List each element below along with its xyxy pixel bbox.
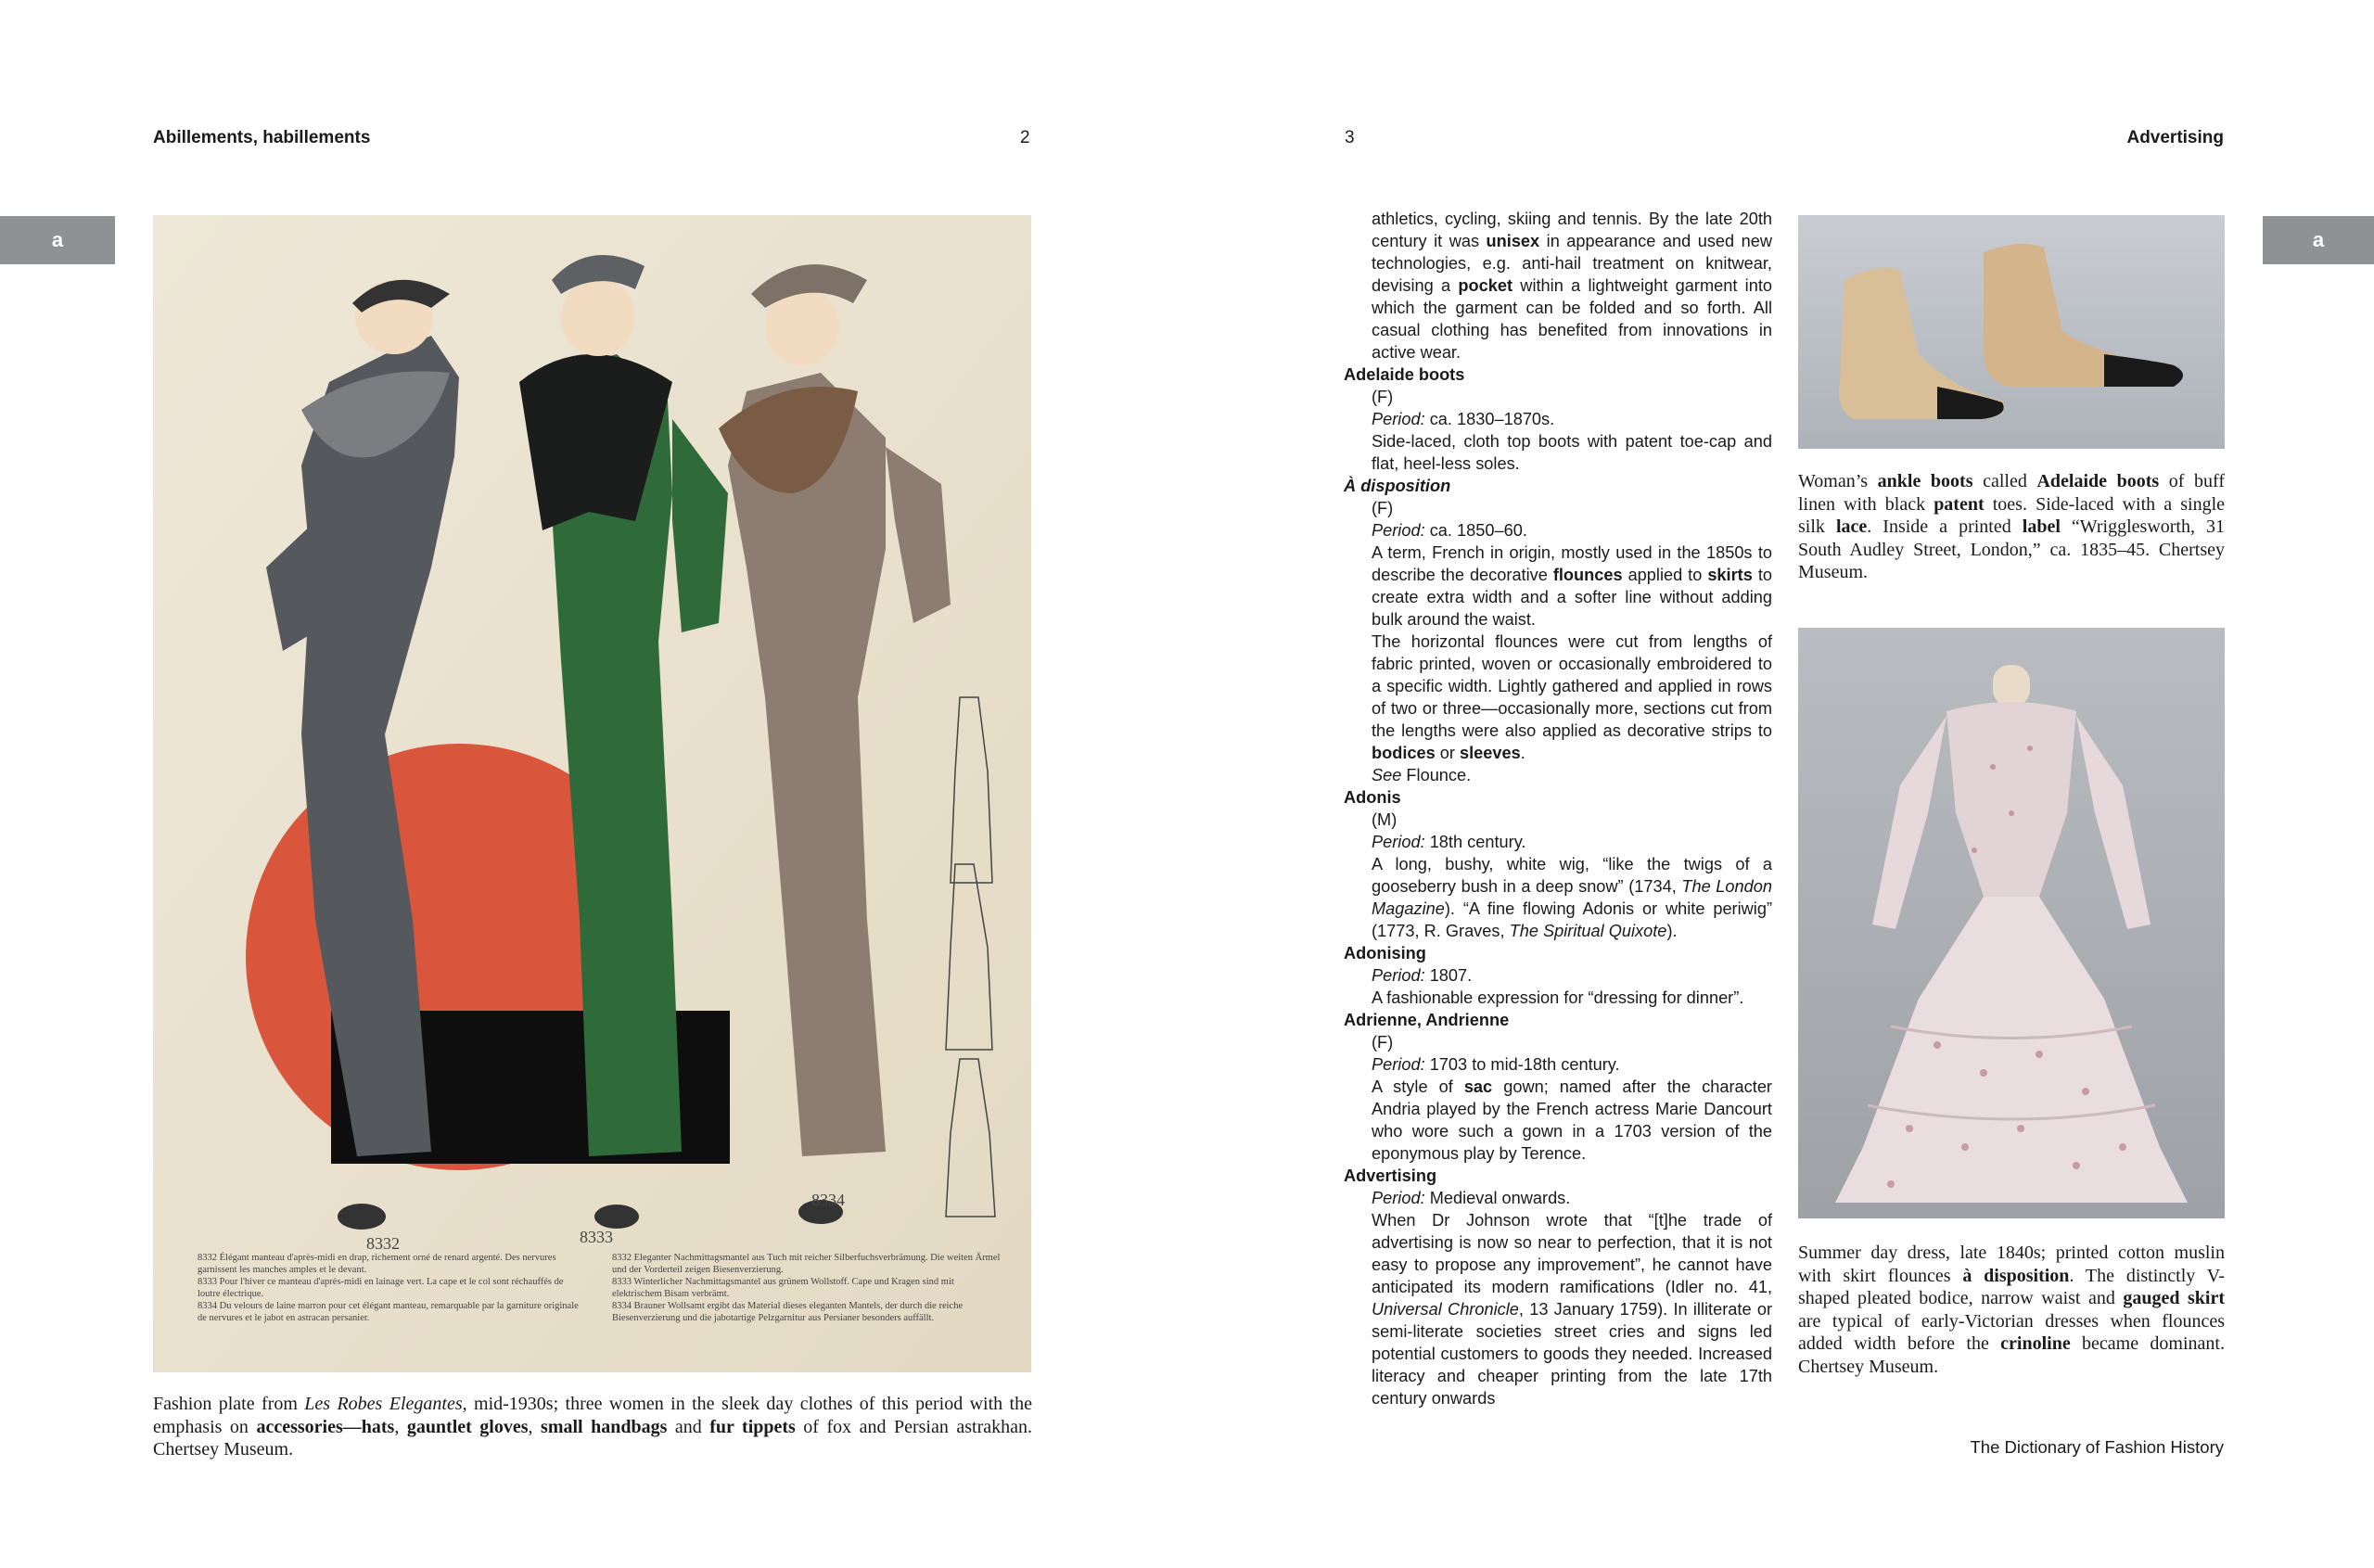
definition: A long, bushy, white wig, “like the twigs of a gooseberry bush in a deep snow” (1734, The London Magazine). “A fine flowing Adonis or white periwig” (1773, R. Graves, The Spiritual Quixote). [1372,855,1772,940]
boots-drawing [1798,215,2225,449]
fashion-plate-caption: Fashion plate from Les Robes Elegantes, mid-1930s; three women in the sleek day clothes of this period with the emphasis on accessories—hats, gauntlet gloves, small handbags and fur tippets of fox and Persian astrakhan. Chertsey Museum. [153,1394,1032,1460]
period: Period: 1703 to mid-18th century. [1372,1055,1620,1074]
dictionary-column [1344,208,1772,1409]
plate-legend-german [612,1252,1002,1324]
entry-advertising [1344,1165,1772,1409]
headword: Adelaide boots [1344,365,1465,384]
adelaide-boots-photo [1798,215,2225,449]
legend-fr-1: 8332 Élégant manteau d'après-midi en drap, richement orné de renard argenté. Des nervures garnissent les manches amples et le devant. [198,1253,556,1275]
period: Period: ca. 1850–60. [1372,521,1527,540]
entry-adonising [1344,942,1772,1009]
definition: A fashionable expression for “dressing for dinner”. [1372,988,1744,1007]
headword: Adonis [1344,788,1401,807]
entry-a-disposition [1344,475,1772,786]
page-number-right: 3 [1345,128,1355,147]
legend-de-2: 8333 Winterlicher Nachmittagsmantel aus grünem Wollstoff. Cape und Kragen sind mit elektrischem Bisam verbrämt. [612,1277,954,1299]
book-title-footer: The Dictionary of Fashion History [1970,1437,2224,1457]
period: Period: 18th century. [1372,833,1526,851]
boots-caption: Woman’s ankle boots called Adelaide boots of buff linen with black patent toes. Side-laced with a single silk lace. Inside a printed label “Wrigglesworth, 31 South Audley Street, London,” ca. 1835–45. Chertsey Museum. [1798,471,2226,582]
headword: Advertising [1344,1166,1437,1185]
entry-continuation: athletics, cycling, skiing and tennis. By the late 20th century it was unisex in appearance and used new technologies, e.g. anti-hail treatment on knitwear, devising a pocket within a lightweight garment into which the garment can be folded and so forth. All casual clothing has benefited from innovations in active wear. [1372,210,1772,362]
dress-caption: Summer day dress, late 1840s; printed cotton muslin with skirt flounces à disposition. The distinctly V-shaped pleated bodice, narrow waist and gauged skirt are typical of early-Victorian dresses when flounces added width before the crinoline became dominant. Chertsey Museum. [1798,1243,2226,1377]
legend-fr-3: 8334 Du velours de laine marron pour cet élégant manteau, remarquable par la garniture originale de nervures et le jabot en astracan persanier. [198,1301,579,1323]
plate-legend-french [198,1252,582,1324]
gender: (F) [1372,1033,1394,1052]
definition: Side-laced, cloth top boots with patent toe-cap and flat, heel-less soles. [1372,432,1772,473]
summer-dress-photo [1798,628,2225,1218]
definition: A style of sac gown; named after the character Andria played by the French actress Marie Dancourt who wore such a gown in a 1703 version of the eponymous play by Terence. [1372,1077,1772,1163]
entry-adrienne [1344,1009,1772,1165]
thumb-tab-right: a [2263,216,2374,264]
entry-adonis [1344,786,1772,942]
headword: Adonising [1344,944,1426,962]
style-number-8332: 8332 [366,1234,400,1253]
gender: (M) [1372,810,1398,829]
definition: A term, French in origin, mostly used in the 1850s to describe the decorative flounces applied to skirts to create extra width and a softer line without adding bulk around the waist. [1372,543,1772,629]
page-number-left: 2 [1020,128,1030,147]
legend-de-3: 8334 Brauner Wollsamt ergibt das Material dieses eleganten Mantels, der durch die reiche Biesenverzierung und die jabotartige Pelzgarnitur aus Persianer besonders auffällt. [612,1301,964,1323]
gender: (F) [1372,388,1394,406]
period: Period: 1807. [1372,966,1473,985]
fashion-plate-image [153,215,1031,1372]
period: Period: ca. 1830–1870s. [1372,410,1555,428]
headword: Adrienne, Andrienne [1344,1011,1510,1029]
definition: The horizontal flounces were cut from lengths of fabric printed, woven or occasionally embroidered to a specific width. Lightly gathered and applied in rows of two or three—occasionally more, sections cut from the lengths were also applied as decorative strips to bodices or sleeves. [1372,632,1772,762]
gender: (F) [1372,499,1394,517]
legend-de-1: 8332 Eleganter Nachmittagsmantel aus Tuch mit reicher Silberfuchsverbrämung. Die weiten Ärmel und der Vorderteil zeigen Biesenverzierung. [612,1253,1001,1275]
dress-drawing [1798,628,2225,1218]
headword: À disposition [1344,477,1451,495]
thumb-tab-left: a [0,216,115,264]
running-header-right: Advertising [2126,128,2224,147]
style-number-8333: 8333 [580,1228,613,1246]
fashion-plate-drawing [153,215,1031,1372]
period: Period: Medieval onwards. [1372,1189,1571,1207]
running-header-left: Abillements, habillements [153,128,371,147]
style-number-8334: 8334 [811,1191,845,1209]
legend-fr-2: 8333 Pour l'hiver ce manteau d'après-midi en lainage vert. La cape et le col sont réchauffés de loutre électrique. [198,1277,564,1299]
definition: When Dr Johnson wrote that “[t]he trade of advertising is now so near to perfection, that it is not easy to propose any improvement”, he cannot have anticipated its modern ramifications (Idler no. 41, Universal Chronicle, 13 January 1759). In illiterate or semi-literate societies street cries and signs led potential customers to goods they needed. Increased literacy and cheaper printing from the late 17th century onwards [1372,1211,1772,1408]
entry-adelaide-boots [1344,363,1772,475]
cross-reference: See Flounce. [1372,766,1472,784]
